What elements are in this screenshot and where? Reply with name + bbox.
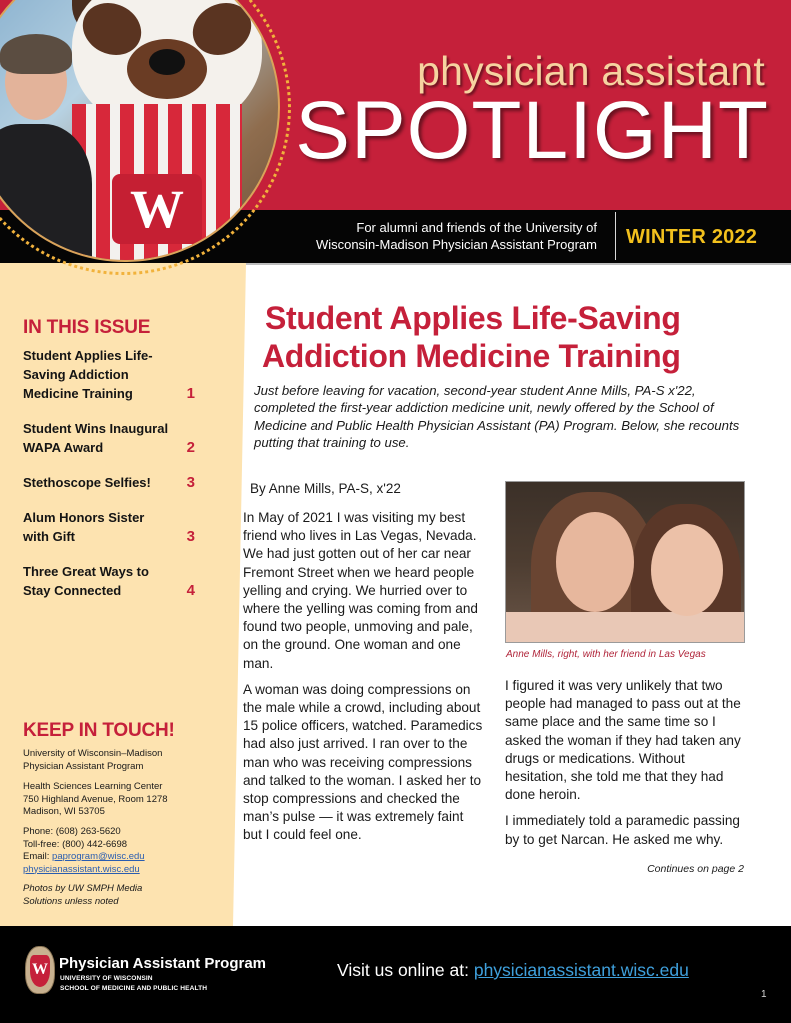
contact-methods xyxy=(23,826,223,876)
article-paragraph: I immediately told a paramedic passing by to get Narcan. He asked me why. xyxy=(505,813,740,847)
address-line: Madison, WI 53705 xyxy=(23,806,105,817)
mascot-w-logo: W xyxy=(112,174,202,244)
footer-website-link[interactable]: physicianassistant.wisc.edu xyxy=(473,960,689,980)
contact-phone: Phone: (608) 263-5620 xyxy=(23,826,121,837)
tagline-line-2: Wisconsin-Madison Physician Assistant Program xyxy=(315,237,597,252)
toc-item-page: 3 xyxy=(186,474,195,491)
toc-item-label: Student Wins Inaugural WAPA Award xyxy=(23,421,169,455)
person-body xyxy=(0,124,92,262)
contact-website-link[interactable]: physicianassistant.wisc.edu xyxy=(23,863,140,875)
toc-item-label: Three Great Ways to Stay Connected xyxy=(23,564,149,598)
contact-org-line: University of Wisconsin–Madison xyxy=(23,748,163,759)
footer-university-line: UNIVERSITY OF WISCONSIN xyxy=(60,975,153,982)
article-paragraph: A woman was doing compressions on the male while a crowd, including about 15 police officers, watched. Paramedics had also just arrived. I ran over to the man who was receiving compressions and talked to the woman. I asked her to stop compressions and checked the man’s pulse — it was extremely faint but I could feel one. xyxy=(243,681,483,843)
mascot-nose xyxy=(149,49,185,75)
article-column-right xyxy=(505,677,750,849)
photo-credit-line: Photos by UW SMPH Media xyxy=(23,883,143,894)
mascot-stripe xyxy=(158,0,172,34)
contact-email-link[interactable]: paprogram@wisc.edu xyxy=(52,851,145,862)
person-hair xyxy=(0,34,72,74)
footer-visit xyxy=(337,960,689,981)
address-line: Health Sciences Learning Center xyxy=(23,781,163,792)
photo-caption: Anne Mills, right, with her friend in Las Vegas xyxy=(506,649,706,660)
footer-visit-label: Visit us online at: xyxy=(337,960,474,980)
toc-item[interactable] xyxy=(23,419,195,457)
footer-university xyxy=(60,974,207,993)
address-line: 750 Highland Avenue, Room 1278 xyxy=(23,793,168,805)
toc-item[interactable] xyxy=(23,508,195,546)
toc-item-page: 3 xyxy=(186,528,195,545)
toc-list xyxy=(23,346,195,600)
contact-tollfree: Toll-free: (800) 442-6698 xyxy=(23,838,128,850)
photo-shoulders xyxy=(506,612,745,643)
article-headline xyxy=(262,299,681,375)
toc-item-page: 4 xyxy=(186,582,195,599)
continues-note[interactable]: Continues on page 2 xyxy=(647,863,744,875)
article-column-left xyxy=(243,509,483,845)
tagline-divider xyxy=(615,212,616,260)
photo-credit xyxy=(23,883,223,908)
toc-item-page: 1 xyxy=(186,385,195,402)
contact-email-row xyxy=(23,851,223,864)
contact-org-line: Physician Assistant Program xyxy=(23,760,144,772)
headline-line-2: Addiction Medicine Training xyxy=(262,338,681,374)
uw-crest-icon xyxy=(25,946,55,994)
photo-figure-face xyxy=(651,524,723,616)
article-dek: Just before leaving for vacation, second-year student Anne Mills, PA-S x'22, completed the first-year addiction medicine unit, newly offered by the School of Medicine and Public Health Physician Assistant (PA) Program. Below, she recounts putting that training to use. xyxy=(254,383,740,450)
photo-figure-face xyxy=(556,512,634,612)
toc-item[interactable] xyxy=(23,346,195,403)
article-photo xyxy=(505,481,745,643)
toc-title: IN THIS ISSUE xyxy=(23,317,151,338)
crest-w-letter: W xyxy=(30,955,50,987)
footer-school-line: SCHOOL OF MEDICINE AND PUBLIC HEALTH xyxy=(60,984,208,992)
article-paragraph: In May of 2021 I was visiting my best friend who lives in Las Vegas, Nevada. We had just gotten out of her car near Fremont Street when we heard people yelling and crying. We hurried over to where the yelling was coming from and found two people, unmoving and pale, on the ground. One woman and one man. xyxy=(243,510,478,671)
masthead-kicker: physician assistant xyxy=(417,48,765,94)
article-byline: By Anne Mills, PA-S, x'22 xyxy=(250,481,401,496)
toc-item[interactable] xyxy=(23,562,195,600)
page-number: 1 xyxy=(761,989,767,1000)
contact-address xyxy=(23,781,223,819)
contact-org xyxy=(23,748,223,773)
contact-title: KEEP IN TOUCH! xyxy=(23,720,175,741)
masthead-tagline xyxy=(316,219,597,253)
toc-item-page: 2 xyxy=(186,439,195,456)
toc-item-label: Student Applies Life-Saving Addiction Medicine Training xyxy=(23,348,153,401)
contact-email-label: Email: xyxy=(23,851,53,862)
issue-date: WINTER 2022 xyxy=(626,226,758,248)
tagline-line-1: For alumni and friends of the University of xyxy=(356,220,597,235)
headline-line-1: Student Applies Life-Saving xyxy=(265,300,681,336)
masthead-title: SPOTLIGHT xyxy=(295,85,769,176)
footer-program-name: Physician Assistant Program xyxy=(59,955,267,972)
photo-credit-line: Solutions unless noted xyxy=(23,895,119,907)
toc-item[interactable] xyxy=(23,473,195,492)
toc-item-label: Stethoscope Selfies! xyxy=(23,475,151,490)
toc-item-label: Alum Honors Sister with Gift xyxy=(23,510,145,544)
article-paragraph: I figured it was very unlikely that two people had managed to pass out at the same place and the same time so I asked the woman if they had taken any drugs or medications. Without hesitation, she told me that they had done heroin. xyxy=(505,678,741,803)
cover-photo xyxy=(0,0,280,262)
